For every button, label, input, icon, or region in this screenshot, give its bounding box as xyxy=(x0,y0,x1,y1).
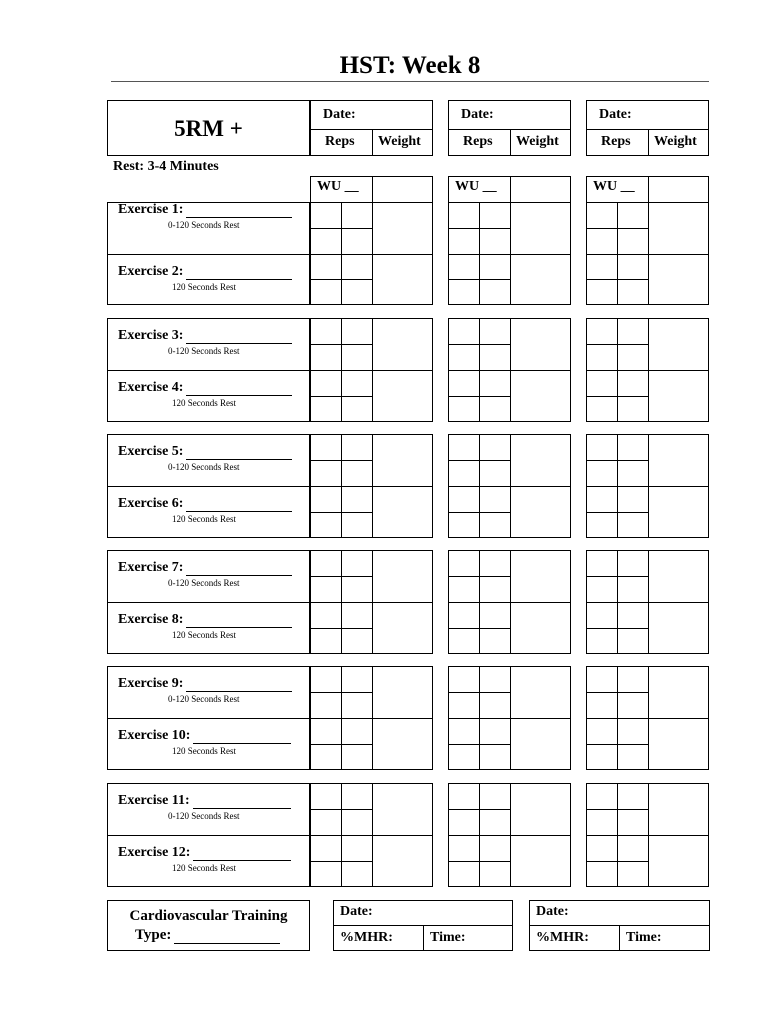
reps-input[interactable] xyxy=(587,719,616,743)
exercise-name-input[interactable] xyxy=(193,846,291,861)
exercise-name-row xyxy=(118,845,291,861)
weight-input[interactable] xyxy=(373,487,432,537)
exercise-name: Exercise 6: xyxy=(118,496,184,511)
reps-input[interactable] xyxy=(587,667,616,691)
reps-input[interactable] xyxy=(342,461,371,485)
reps-input[interactable] xyxy=(311,371,340,395)
reps-input[interactable] xyxy=(587,397,616,421)
reps-input[interactable] xyxy=(449,203,478,227)
reps-input[interactable] xyxy=(480,577,509,601)
weight-input[interactable] xyxy=(511,319,570,369)
weight-input[interactable] xyxy=(511,203,570,253)
cardio-time-label: Time: xyxy=(626,930,662,945)
reps-input[interactable] xyxy=(311,229,340,253)
reps-input[interactable] xyxy=(311,280,340,304)
reps-input[interactable] xyxy=(480,461,509,485)
date-input[interactable] xyxy=(510,101,570,128)
weight-input[interactable] xyxy=(511,667,570,717)
exercise-divider xyxy=(107,718,310,719)
exercise-name-row xyxy=(118,496,292,512)
exercise-name: Exercise 7: xyxy=(118,560,184,575)
reps-input[interactable] xyxy=(480,551,509,575)
weight-input[interactable] xyxy=(373,551,432,601)
exercise-rest-note: 0-120 Seconds Rest xyxy=(168,811,240,821)
reps-input[interactable] xyxy=(618,667,647,691)
reps-input[interactable] xyxy=(480,667,509,691)
exercise-name-input[interactable] xyxy=(186,445,292,460)
reps-input[interactable] xyxy=(449,745,478,769)
wu-split xyxy=(510,176,511,202)
exercise-name-row xyxy=(118,728,291,744)
exercise-name-input[interactable] xyxy=(186,381,292,396)
reps-input[interactable] xyxy=(587,229,616,253)
reps-input[interactable] xyxy=(480,255,509,279)
reps-input[interactable] xyxy=(342,255,371,279)
reps-input[interactable] xyxy=(449,487,478,511)
reps-input[interactable] xyxy=(449,810,478,834)
reps-input[interactable] xyxy=(342,280,371,304)
reps-input[interactable] xyxy=(480,229,509,253)
weight-input[interactable] xyxy=(373,255,432,305)
exercise-rest-note: 0-120 Seconds Rest xyxy=(168,694,240,704)
cardio-date-label: Date: xyxy=(536,904,569,919)
exercise-rest-note: 120 Seconds Rest xyxy=(172,281,236,292)
exercise-name: Exercise 10: xyxy=(118,728,191,743)
reps-input[interactable] xyxy=(618,397,647,421)
reps-input[interactable] xyxy=(480,319,509,343)
reps-input[interactable] xyxy=(342,745,371,769)
exercise-name-row xyxy=(118,676,292,692)
exercise-name-input[interactable] xyxy=(186,497,292,512)
reps-header: Reps xyxy=(463,134,493,149)
date-label: Date: xyxy=(461,107,494,122)
reps-input[interactable] xyxy=(587,862,616,886)
weight-input[interactable] xyxy=(511,603,570,653)
exercise-name: Exercise 4: xyxy=(118,380,184,395)
exercise-rest-note: 0-120 Seconds Rest xyxy=(168,346,240,356)
reps-input[interactable] xyxy=(618,810,647,834)
scheme-label: 5RM + xyxy=(174,116,243,141)
reps-input[interactable] xyxy=(342,836,371,860)
exercise-name-row xyxy=(118,264,292,280)
weight-input[interactable] xyxy=(649,836,708,886)
reps-input[interactable] xyxy=(342,229,371,253)
reps-input[interactable] xyxy=(618,461,647,485)
cardio-type-label: Type: xyxy=(135,927,172,943)
cardio-mhr-label: %MHR: xyxy=(340,930,393,945)
reps-input[interactable] xyxy=(342,513,371,537)
exercise-divider xyxy=(107,254,310,255)
warmup-label: WU __ xyxy=(455,179,497,194)
reps-input[interactable] xyxy=(618,435,647,459)
cardio-type-row xyxy=(135,927,280,944)
reps-input[interactable] xyxy=(480,435,509,459)
reps-input[interactable] xyxy=(449,397,478,421)
reps-input[interactable] xyxy=(587,577,616,601)
reps-input[interactable] xyxy=(587,461,616,485)
reps-input[interactable] xyxy=(618,603,647,627)
reps-input[interactable] xyxy=(342,487,371,511)
reps-input[interactable] xyxy=(587,513,616,537)
reps-input[interactable] xyxy=(618,229,647,253)
reps-input[interactable] xyxy=(342,629,371,653)
exercise-name-row xyxy=(118,328,292,344)
reps-input[interactable] xyxy=(311,487,340,511)
reps-input[interactable] xyxy=(587,487,616,511)
weight-input[interactable] xyxy=(511,551,570,601)
session-header-split xyxy=(372,129,373,156)
reps-input[interactable] xyxy=(449,461,478,485)
exercise-rest-note: 0-120 Seconds Rest xyxy=(168,220,240,230)
exercise-rest-note: 120 Seconds Rest xyxy=(172,514,236,524)
reps-input[interactable] xyxy=(342,345,371,369)
reps-input[interactable] xyxy=(618,280,647,304)
exercise-divider xyxy=(107,602,310,603)
wu-split xyxy=(648,176,649,202)
reps-input[interactable] xyxy=(618,371,647,395)
reps-input[interactable] xyxy=(449,836,478,860)
reps-input[interactable] xyxy=(480,487,509,511)
weight-input[interactable] xyxy=(511,487,570,537)
session-header-split xyxy=(648,129,649,156)
weight-input[interactable] xyxy=(373,319,432,369)
cardio-title: Cardiovascular Training xyxy=(129,908,288,924)
exercise-name-input[interactable] xyxy=(186,677,292,692)
exercise-name: Exercise 12: xyxy=(118,845,191,860)
exercise-name-input[interactable] xyxy=(186,561,292,576)
reps-input[interactable] xyxy=(311,667,340,691)
reps-input[interactable] xyxy=(480,397,509,421)
exercise-name-input[interactable] xyxy=(193,729,291,744)
reps-input[interactable] xyxy=(480,203,509,227)
weight-header: Weight xyxy=(378,134,421,149)
reps-input[interactable] xyxy=(311,693,340,717)
exercise-name-input[interactable] xyxy=(186,265,292,280)
weight-input[interactable] xyxy=(649,371,708,421)
cardio-split xyxy=(423,925,424,951)
reps-input[interactable] xyxy=(311,603,340,627)
exercise-name-input[interactable] xyxy=(186,613,292,628)
cardio-date-input[interactable] xyxy=(579,901,708,923)
exercise-divider xyxy=(107,835,310,836)
reps-input[interactable] xyxy=(311,745,340,769)
reps-input[interactable] xyxy=(342,371,371,395)
weight-header: Weight xyxy=(516,134,559,149)
reps-input[interactable] xyxy=(342,693,371,717)
reps-input[interactable] xyxy=(618,745,647,769)
reps-input[interactable] xyxy=(480,862,509,886)
reps-input[interactable] xyxy=(311,719,340,743)
reps-input[interactable] xyxy=(587,836,616,860)
warmup-label: WU __ xyxy=(593,179,635,194)
reps-input[interactable] xyxy=(587,693,616,717)
reps-input[interactable] xyxy=(480,629,509,653)
weight-input[interactable] xyxy=(511,371,570,421)
reps-input[interactable] xyxy=(311,862,340,886)
reps-input[interactable] xyxy=(480,280,509,304)
reps-input[interactable] xyxy=(311,577,340,601)
weight-input[interactable] xyxy=(373,836,432,886)
reps-input[interactable] xyxy=(449,784,478,808)
reps-header: Reps xyxy=(325,134,355,149)
weight-input[interactable] xyxy=(649,719,708,769)
reps-input[interactable] xyxy=(587,345,616,369)
weight-input[interactable] xyxy=(373,203,432,253)
weight-input[interactable] xyxy=(511,435,570,485)
exercise-name-row xyxy=(118,202,292,218)
warmup-label: WU __ xyxy=(317,179,359,194)
reps-input[interactable] xyxy=(449,719,478,743)
reps-input[interactable] xyxy=(342,862,371,886)
weight-input[interactable] xyxy=(649,603,708,653)
weight-input[interactable] xyxy=(649,255,708,305)
weight-input[interactable] xyxy=(373,435,432,485)
reps-input[interactable] xyxy=(311,629,340,653)
reps-input[interactable] xyxy=(449,513,478,537)
reps-input[interactable] xyxy=(311,397,340,421)
reps-input[interactable] xyxy=(618,784,647,808)
exercise-rest-note: 0-120 Seconds Rest xyxy=(168,462,240,472)
reps-input[interactable] xyxy=(480,513,509,537)
exercise-name: Exercise 2: xyxy=(118,263,184,279)
cardio-type-input[interactable] xyxy=(174,929,280,944)
exercise-name-row xyxy=(118,612,292,628)
date-label: Date: xyxy=(599,107,632,122)
reps-input[interactable] xyxy=(618,513,647,537)
weight-input[interactable] xyxy=(373,667,432,717)
date-input[interactable] xyxy=(648,101,708,128)
reps-input[interactable] xyxy=(480,784,509,808)
reps-input[interactable] xyxy=(449,667,478,691)
reps-input[interactable] xyxy=(342,397,371,421)
reps-input[interactable] xyxy=(480,693,509,717)
date-label: Date: xyxy=(323,107,356,122)
reps-input[interactable] xyxy=(480,371,509,395)
weight-input[interactable] xyxy=(511,784,570,834)
reps-input[interactable] xyxy=(449,862,478,886)
reps-input[interactable] xyxy=(480,836,509,860)
reps-input[interactable] xyxy=(587,784,616,808)
exercise-rest-note: 0-120 Seconds Rest xyxy=(168,578,240,588)
reps-input[interactable] xyxy=(480,745,509,769)
reps-input[interactable] xyxy=(618,693,647,717)
reps-input[interactable] xyxy=(449,629,478,653)
reps-input[interactable] xyxy=(587,371,616,395)
wu-split xyxy=(372,176,373,202)
reps-input[interactable] xyxy=(618,203,647,227)
weight-input[interactable] xyxy=(511,836,570,886)
reps-input[interactable] xyxy=(449,229,478,253)
date-input[interactable] xyxy=(372,101,432,128)
reps-input[interactable] xyxy=(311,784,340,808)
reps-input[interactable] xyxy=(587,810,616,834)
reps-input[interactable] xyxy=(618,862,647,886)
reps-input[interactable] xyxy=(342,319,371,343)
reps-input[interactable] xyxy=(449,693,478,717)
cardio-date-label: Date: xyxy=(340,904,373,919)
rest-label: Rest: 3-4 Minutes xyxy=(113,159,219,174)
reps-input[interactable] xyxy=(342,435,371,459)
reps-input[interactable] xyxy=(342,784,371,808)
reps-input[interactable] xyxy=(618,319,647,343)
reps-input[interactable] xyxy=(342,810,371,834)
cardio-mhr-label: %MHR: xyxy=(536,930,589,945)
reps-input[interactable] xyxy=(480,603,509,627)
reps-input[interactable] xyxy=(587,255,616,279)
exercise-rest-note: 120 Seconds Rest xyxy=(172,746,236,756)
exercise-name-row xyxy=(118,793,291,809)
reps-input[interactable] xyxy=(449,319,478,343)
reps-input[interactable] xyxy=(587,745,616,769)
reps-input[interactable] xyxy=(587,435,616,459)
reps-input[interactable] xyxy=(311,513,340,537)
weight-input[interactable] xyxy=(511,255,570,305)
reps-input[interactable] xyxy=(342,603,371,627)
weight-input[interactable] xyxy=(649,319,708,369)
weight-input[interactable] xyxy=(649,551,708,601)
exercise-name-row xyxy=(118,380,292,396)
reps-input[interactable] xyxy=(311,435,340,459)
reps-input[interactable] xyxy=(342,719,371,743)
weight-input[interactable] xyxy=(373,371,432,421)
exercise-name-input[interactable] xyxy=(193,794,291,809)
reps-input[interactable] xyxy=(618,836,647,860)
reps-input[interactable] xyxy=(311,345,340,369)
exercise-name-input[interactable] xyxy=(186,203,292,218)
weight-input[interactable] xyxy=(649,667,708,717)
reps-input[interactable] xyxy=(587,603,616,627)
reps-input[interactable] xyxy=(480,719,509,743)
weight-input[interactable] xyxy=(511,719,570,769)
reps-input[interactable] xyxy=(587,280,616,304)
exercise-name: Exercise 9: xyxy=(118,676,184,691)
cardio-date-input[interactable] xyxy=(383,901,511,923)
session-header-split xyxy=(510,129,511,156)
reps-input[interactable] xyxy=(342,203,371,227)
reps-input[interactable] xyxy=(480,810,509,834)
reps-input[interactable] xyxy=(342,551,371,575)
reps-input[interactable] xyxy=(618,487,647,511)
cardio-split xyxy=(619,925,620,951)
reps-input[interactable] xyxy=(618,345,647,369)
exercise-name: Exercise 1: xyxy=(118,202,184,217)
reps-input[interactable] xyxy=(311,203,340,227)
reps-input[interactable] xyxy=(587,629,616,653)
weight-input[interactable] xyxy=(649,203,708,253)
title-rule xyxy=(111,81,709,82)
reps-input[interactable] xyxy=(342,577,371,601)
weight-input[interactable] xyxy=(649,784,708,834)
reps-input[interactable] xyxy=(342,667,371,691)
page-title: HST: Week 8 xyxy=(339,52,481,79)
reps-input[interactable] xyxy=(618,577,647,601)
exercise-rest-note: 120 Seconds Rest xyxy=(172,630,236,640)
reps-input[interactable] xyxy=(311,836,340,860)
exercise-divider xyxy=(107,370,310,371)
weight-input[interactable] xyxy=(649,435,708,485)
reps-input[interactable] xyxy=(449,577,478,601)
reps-input[interactable] xyxy=(587,551,616,575)
reps-input[interactable] xyxy=(618,551,647,575)
reps-header: Reps xyxy=(601,134,631,149)
weight-input[interactable] xyxy=(649,487,708,537)
reps-input[interactable] xyxy=(449,551,478,575)
reps-input[interactable] xyxy=(449,345,478,369)
exercise-name: Exercise 8: xyxy=(118,612,184,627)
weight-input[interactable] xyxy=(373,719,432,769)
exercise-name: Exercise 5: xyxy=(118,444,184,459)
weight-input[interactable] xyxy=(373,603,432,653)
exercise-rest-note: 120 Seconds Rest xyxy=(172,398,236,408)
exercise-name-row xyxy=(118,560,292,576)
reps-input[interactable] xyxy=(449,280,478,304)
reps-input[interactable] xyxy=(311,810,340,834)
cardio-time-label: Time: xyxy=(430,930,466,945)
reps-input[interactable] xyxy=(480,345,509,369)
exercise-name: Exercise 11: xyxy=(118,793,190,808)
reps-input[interactable] xyxy=(449,371,478,395)
exercise-name: Exercise 3: xyxy=(118,328,184,343)
reps-input[interactable] xyxy=(618,255,647,279)
reps-input[interactable] xyxy=(311,551,340,575)
weight-input[interactable] xyxy=(373,784,432,834)
reps-input[interactable] xyxy=(449,255,478,279)
exercise-name-input[interactable] xyxy=(186,329,292,344)
reps-input[interactable] xyxy=(587,203,616,227)
reps-input[interactable] xyxy=(449,435,478,459)
exercise-rest-note: 120 Seconds Rest xyxy=(172,863,236,873)
weight-header: Weight xyxy=(654,134,697,149)
reps-input[interactable] xyxy=(587,319,616,343)
exercise-name-row xyxy=(118,444,292,460)
reps-input[interactable] xyxy=(311,319,340,343)
reps-input[interactable] xyxy=(311,461,340,485)
reps-input[interactable] xyxy=(618,629,647,653)
reps-input[interactable] xyxy=(449,603,478,627)
exercise-divider xyxy=(107,486,310,487)
reps-input[interactable] xyxy=(618,719,647,743)
reps-input[interactable] xyxy=(311,255,340,279)
